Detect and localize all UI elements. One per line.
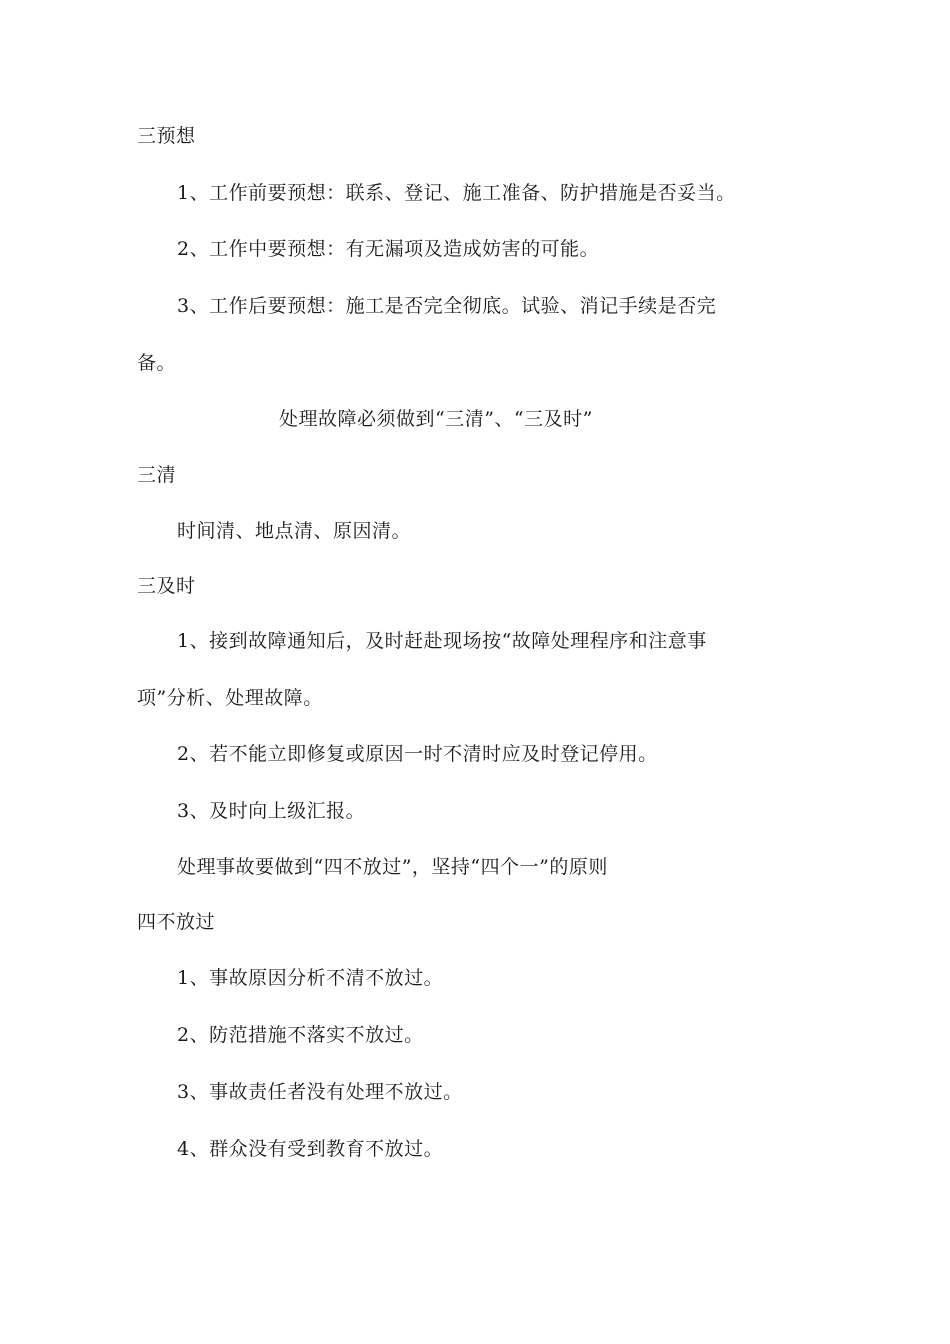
paragraph-item: 时间清、地点清、原因清。	[177, 520, 412, 542]
section-heading-san-yuxiang: 三预想	[137, 125, 196, 147]
paragraph-item: 1、接到故障通知后，及时赶赴现场按“故障处理程序和注意事	[177, 630, 707, 652]
paragraph-item: 3、及时向上级汇报。	[177, 800, 366, 822]
paragraph-continuation: 备。	[137, 352, 177, 374]
section-title-accident-handling: 处理事故要做到“四不放过”，坚持“四个一”的原则	[177, 856, 608, 878]
section-title-fault-handling: 处理故障必须做到“三清”、“三及时”	[279, 408, 593, 430]
paragraph-item: 2、防范措施不落实不放过。	[177, 1024, 424, 1046]
paragraph-item: 4、群众没有受到教育不放过。	[177, 1138, 444, 1160]
paragraph-item: 1、事故原因分析不清不放过。	[177, 967, 444, 989]
section-heading-san-jishi: 三及时	[137, 575, 196, 597]
paragraph-item: 1、工作前要预想：联系、登记、施工准备、防护措施是否妥当。	[177, 182, 736, 204]
section-heading-san-qing: 三清	[137, 464, 177, 486]
paragraph-continuation: 项”分析、处理故障。	[137, 687, 323, 709]
paragraph-item: 3、事故责任者没有处理不放过。	[177, 1081, 463, 1103]
section-heading-si-bu-fangguo: 四不放过	[137, 911, 216, 933]
paragraph-item: 2、工作中要预想：有无漏项及造成妨害的可能。	[177, 238, 600, 260]
paragraph-item: 3、工作后要预想：施工是否完全彻底。试验、消记手续是否完	[177, 295, 717, 317]
paragraph-item: 2、若不能立即修复或原因一时不清时应及时登记停用。	[177, 743, 658, 765]
